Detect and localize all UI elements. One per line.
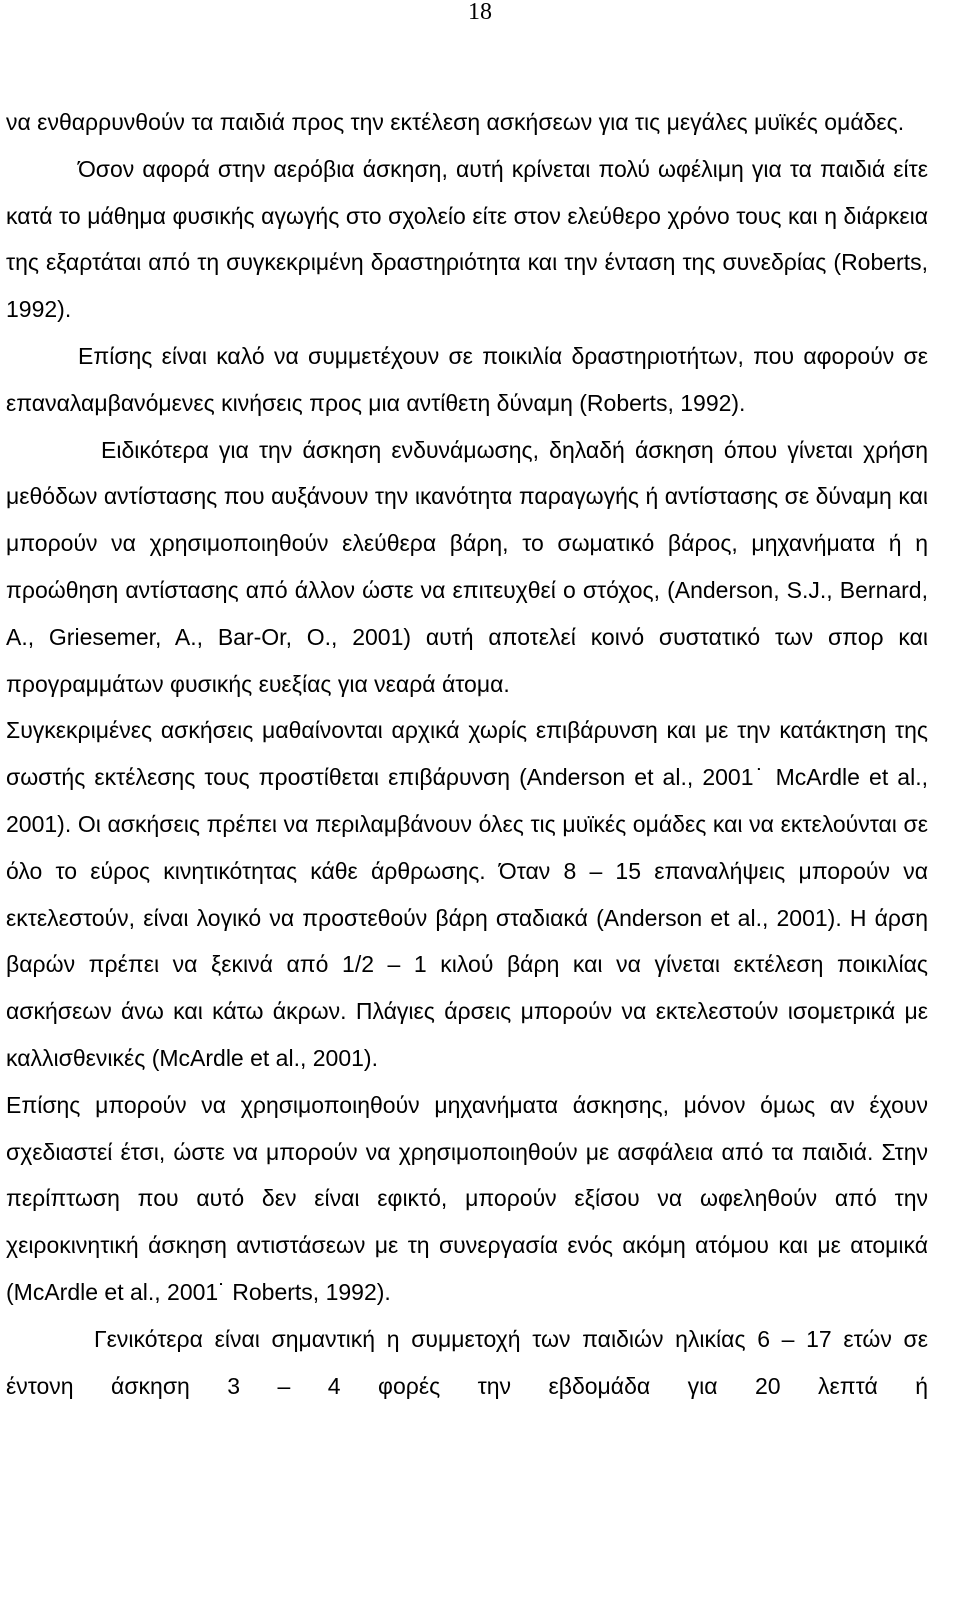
paragraph-1: να ενθαρρυνθούν τα παιδιά προς την εκτέλεση ασκήσεων για τις μεγάλες μυϊκές ομάδες. (6, 109, 905, 135)
page-number: 18 (468, 0, 492, 25)
paragraph-2: Όσον αφορά στην αερόβια άσκηση, αυτή κρίνεται πολύ ωφέλιμη για τα παιδιά είτε κατά το μάθημα φυσικής αγωγής στο σχολείο είτε στον ελεύθερο χρόνο τους και η διάρκεια της εξαρτάται από τη συγκεκριμένη δραστηριότητα και την ένταση της συνεδρίας (Roberts, 1992). (6, 155, 928, 323)
paragraph-6: Επίσης μπορούν να χρησιμοποιηθούν μηχανήματα άσκησης, μόνον όμως αν έχουν σχεδιαστεί έτσι, ώστε να μπορούν να χρησιμοποιηθούν με ασφάλεια από τα παιδιά. Στην περίπτωση που αυτό δεν είναι εφικτό, μπορούν εξίσου να ωφεληθούν από την χειροκινητική άσκηση αντιστάσεων με τη συνεργασία ενός ακόμη ατόμου και με ατομικά (McArdle et al., 2001˙ Roberts, 1992). (6, 1091, 928, 1305)
paragraph-3: Επίσης είναι καλό να συμμετέχουν σε ποικιλία δραστηριοτήτων, που αφορούν σε επαναλαμβανόμενες κινήσεις προς μια αντίθετη δύναμη (Roberts, 1992). (6, 342, 928, 416)
paragraph-5: Συγκεκριμένες ασκήσεις μαθαίνονται αρχικά χωρίς επιβάρυνση και με την κατάκτηση της σωστής εκτέλεσης τους προστίθεται επιβάρυνση (Anderson et al., 2001˙ McArdle et al., 2001). Οι ασκήσεις πρέπει να περιλαμβάνουν όλες τις μυϊκές ομάδες και να εκτελούνται σε όλο το εύρος κινητικότητας κάθε άρθρωσης. Όταν 8 – 15 επαναλήψεις μπορούν να εκτελεστούν, είναι λογικό να προστεθούν βάρη σταδιακά (Anderson et al., 2001). Η άρση βαρών πρέπει να ξεκινά από 1/2 – 1 κιλού βάρη και να γίνεται εκτέλεση ποικιλίας ασκήσεων άνω και κάτω άκρων. Πλάγιες άρσεις μπορούν να εκτελεστούν ισομετρικά με καλλισθενικές (McArdle et al., 2001). (6, 717, 928, 1071)
paragraph-7: Γενικότερα είναι σημαντική η συμμετοχή των παιδιών ηλικίας 6 – 17 ετών σε έντονη άσκηση 3 – 4 φορές την εβδομάδα για 20 λεπτά ή (6, 1325, 928, 1399)
document-body (6, 99, 928, 1409)
paragraph-4: Ειδικότερα για την άσκηση ενδυνάμωσης, δηλαδή άσκηση όπου γίνεται χρήση μεθόδων αντίστασης που αυξάνουν την ικανότητα παραγωγής ή αντίστασης σε δύναμη και μπορούν να χρησιμοποιηθούν ελεύθερα βάρη, το σωματικό βάρος, μηχανήματα ή η προώθηση αντίστασης από άλλον ώστε να επιτευχθεί ο στόχος, (Anderson, S.J., Bernard, A., Griesemer, A., Bar-Or, O., 2001) αυτή αποτελεί κοινό συστατικό των σπορ και προγραμμάτων φυσικής ευεξίας για νεαρά άτομα. (6, 436, 928, 697)
